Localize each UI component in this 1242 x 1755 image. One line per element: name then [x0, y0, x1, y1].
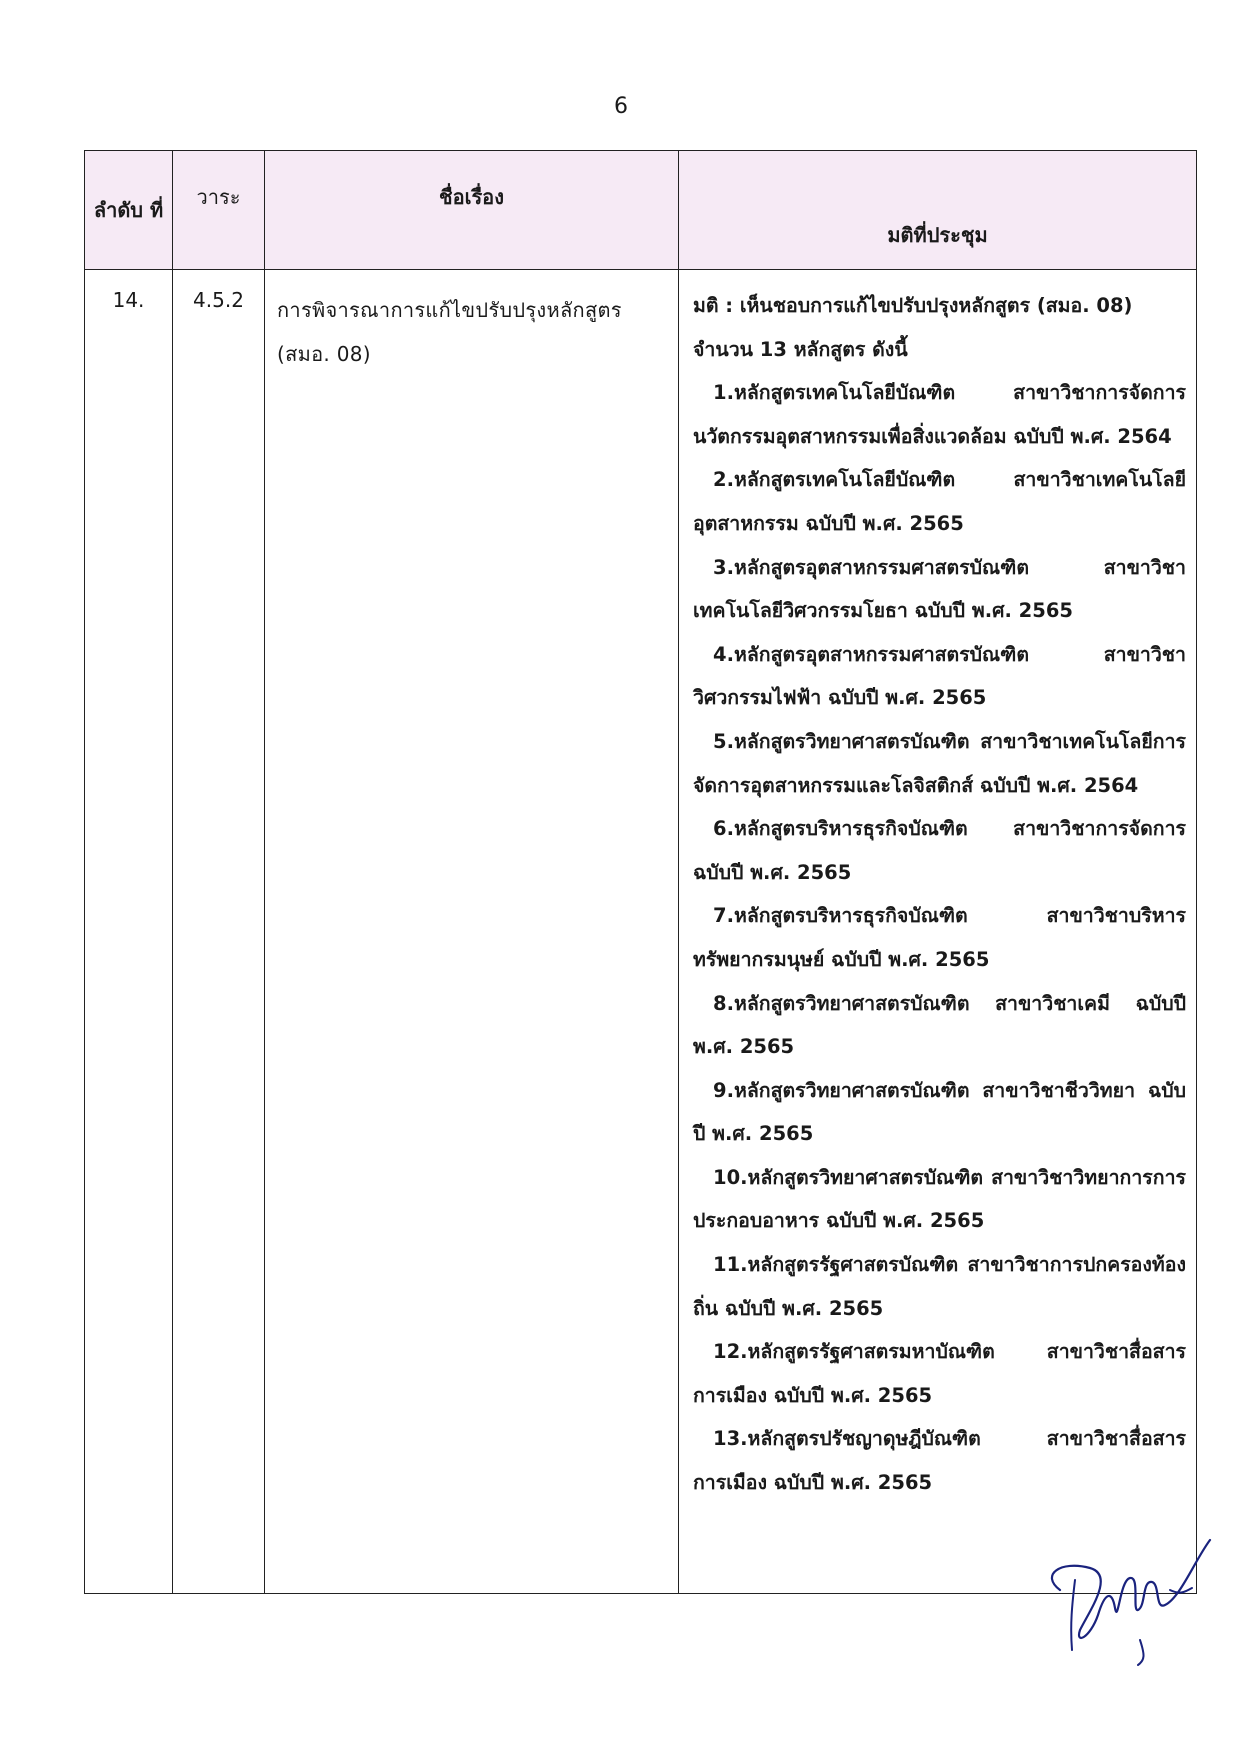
- course-item: 12.หลักสูตรรัฐศาสตรมหาบัณฑิต สาขาวิชาสื่อสารการเมือง ฉบับปี พ.ศ. 2565: [693, 1340, 1186, 1407]
- signature-stroke: [1052, 1540, 1210, 1638]
- header-title: ชื่อเรื่อง: [265, 151, 679, 270]
- resolution-heading: มติ : เห็นชอบการแก้ไขปรับปรุงหลักสูตร (สมอ. 08) จำนวน 13 หลักสูตร ดังนี้: [693, 294, 1133, 361]
- row-agenda: 4.5.2: [173, 270, 265, 1594]
- signature: [1020, 1520, 1220, 1670]
- course-item: 11.หลักสูตรรัฐศาสตรบัณฑิต สาขาวิชาการปกครองท้องถิ่น ฉบับปี พ.ศ. 2565: [693, 1253, 1186, 1320]
- header-resolution: มติที่ประชุม: [679, 151, 1197, 270]
- course-item: 2.หลักสูตรเทคโนโลยีบัณฑิต สาขาวิชาเทคโนโลยีอุตสาหกรรม ฉบับปี พ.ศ. 2565: [693, 468, 1186, 535]
- header-seq: ลำดับ ที่: [85, 151, 173, 270]
- course-item: 3.หลักสูตรอุตสาหกรรมศาสตรบัณฑิต สาขาวิชาเทคโนโลยีวิศวกรรมโยธา ฉบับปี พ.ศ. 2565: [693, 555, 1186, 623]
- course-item: 6.หลักสูตรบริหารธุรกิจบัณฑิต สาขาวิชาการจัดการ ฉบับปี พ.ศ. 2565: [693, 817, 1186, 884]
- course-item: 7.หลักสูตรบริหารธุรกิจบัณฑิต สาขาวิชาบริหารทรัพยากรมนุษย์ ฉบับปี พ.ศ. 2565: [693, 904, 1186, 971]
- row-seq: 14.: [85, 270, 173, 1594]
- course-item: 4.หลักสูตรอุตสาหกรรมศาสตรบัณฑิต สาขาวิชาวิศวกรรมไฟฟ้า ฉบับปี พ.ศ. 2565: [693, 642, 1186, 710]
- course-item: 5.หลักสูตรวิทยาศาสตรบัณฑิต สาขาวิชาเทคโนโลยีการจัดการอุตสาหกรรมและโลจิสติกส์ ฉบับปี พ.ศ. 2564: [693, 729, 1186, 797]
- page-number: 6: [614, 94, 628, 119]
- row-subject: การพิจารณาการแก้ไขปรับปรุงหลักสูตร (สมอ. 08): [265, 270, 679, 1594]
- course-item: 13.หลักสูตรปรัชญาดุษฎีบัณฑิต สาขาวิชาสื่อสารการเมือง ฉบับปี พ.ศ. 2565: [693, 1427, 1186, 1495]
- course-item: 1.หลักสูตรเทคโนโลยีบัณฑิต สาขาวิชาการจัดการนวัตกรรมอุตสาหกรรมเพื่อสิ่งแวดล้อม ฉบับปี พ.ศ. 2564: [693, 381, 1186, 448]
- course-item: 10.หลักสูตรวิทยาศาสตรบัณฑิต สาขาวิชาวิทยาการการประกอบอาหาร ฉบับปี พ.ศ. 2565: [693, 1165, 1186, 1233]
- row-resolution: [679, 270, 1197, 1594]
- header-agenda: วาระ: [173, 151, 265, 270]
- minutes-table: [84, 150, 1197, 1594]
- signature-stroke: [1071, 1580, 1143, 1665]
- table-row: [85, 270, 1197, 1594]
- course-item: 9.หลักสูตรวิทยาศาสตรบัณฑิต สาขาวิชาชีววิทยา ฉบับปี พ.ศ. 2565: [693, 1078, 1186, 1146]
- course-item: 8.หลักสูตรวิทยาศาสตรบัณฑิต สาขาวิชาเคมี ฉบับปี พ.ศ. 2565: [693, 991, 1186, 1059]
- table-header-row: [85, 151, 1197, 270]
